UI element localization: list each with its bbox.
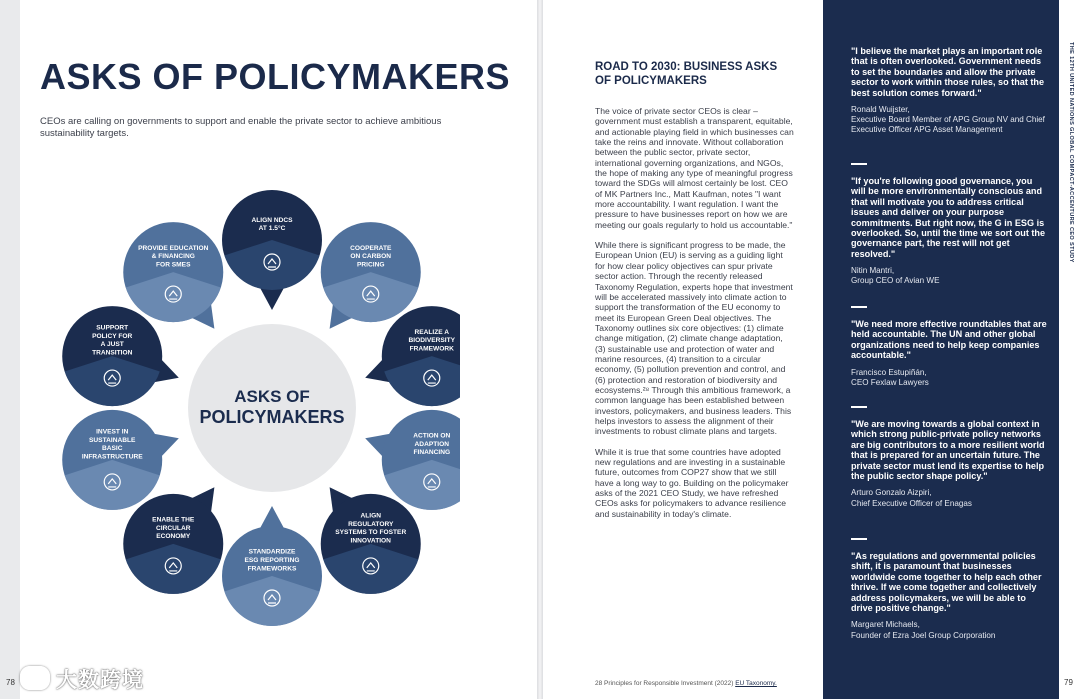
- quote-text: "I believe the market plays an important role that is often overlooked. Government needs to set the boundaries and allow the private sector to work within those rules, so that the best solution comes forward.": [851, 46, 1045, 98]
- page-number-right: 79: [1064, 678, 1073, 687]
- intro-text: CEOs are calling on governments to support and enable the private sector to achieve ambitious sustainability targets.: [40, 116, 442, 139]
- center-title-line: POLICYMAKERS: [199, 407, 345, 427]
- quote-role: CEO Fexlaw Lawyers: [851, 377, 929, 387]
- node-label-line: SUSTAINABLE: [89, 436, 136, 444]
- quote-block: [851, 319, 1047, 388]
- book-gutter: [537, 0, 543, 699]
- node-label-line: ON CARBON: [350, 253, 392, 261]
- node-label-line: INVEST IN: [96, 428, 129, 436]
- running-header-text: THE 12TH UNITED NATIONS GLOBAL COMPACT-ACCENTURE CEO STUDY: [1068, 42, 1074, 263]
- quote-role: Executive Board Member of APG Group NV and Chief Executive Officer APG Asset Management: [851, 115, 1045, 135]
- ask-node-carbon: [321, 222, 421, 329]
- node-label-line: ACTION ON: [413, 432, 451, 440]
- article-paragraph: While there is significant progress to be made, the European Union (EU) is serving as a guiding light for how clear policy objectives can spur private sector action. Through the recently released Taxonomy Regulation, experts hope that investment will be accelerated massively into climate action to support the transformation of the EU economy to meet its European Green Deal objectives. The Taxonomy outlines six core objectives: (1) climate change mitigation, (2) climate change adaptation, (3) sustainable use and protection of water and marine resources, (4) transition to a circular economy, (5) pollution prevention and control, and (6) protection and restoration of biodiversity and ecosystems.²⁸ Through this ambitious framework, a common language has been established between investors, policymakers, and business leaders. This helps investors to assess the alignment of their investments to robust climate plans and targets.: [595, 240, 793, 437]
- footnote-link[interactable]: EU Taxonomy.: [735, 680, 777, 687]
- article-heading: ROAD TO 2030: BUSINESS ASKS OF POLICYMAKERS: [595, 61, 778, 87]
- node-label-line: ADAPTION: [414, 440, 449, 448]
- ask-node-circular: [123, 487, 223, 594]
- node-label-line: ALIGN NDCS: [251, 216, 293, 224]
- quote-text: "We are moving towards a global context in which strong public-private policy networks are big contributors to a more resilient world that is prepared for an uncertain future. The private sector must lend its expertise to help the public sector shape policy.": [851, 419, 1045, 482]
- node-label-line: FRAMEWORKS: [247, 565, 297, 573]
- node-label-line: BASIC: [101, 445, 123, 453]
- quote-author: Nitin Mantri,: [851, 266, 895, 276]
- node-label-line: AT 1.5°C: [258, 225, 286, 233]
- node-label-line: ALIGN: [360, 512, 382, 520]
- ask-node-smes: [123, 222, 223, 329]
- node-label-line: ENABLE THE: [152, 516, 195, 524]
- quote-divider: [851, 406, 867, 408]
- article-paragraph: The voice of private sector CEOs is clear – government must establish a transparent, equitable, and actionable playing field in which businesses can take the reins and innovate. Without collaboration between the public sector, private sector, international governing organizations, and NGOs, the hope of making any type of meaningful progress toward the SDGs will almost certainly be lost. CEO of MK Partners Inc., Matt Kaufman, notes "I want more accountability. I want regulation. I want the pressure to have businesses report on how we are meeting our goals regularly to hold us accountable.": [595, 106, 794, 230]
- watermark: [20, 664, 144, 694]
- footnote: [595, 680, 777, 687]
- center-title-line: ASKS OF: [234, 387, 310, 406]
- node-label-line: & FINANCING: [151, 253, 195, 261]
- quote-text: "As regulations and governmental policies shift, it is paramount that businesses worldwide come together to help each other thrive. If we come together and collectively address policymakers, we will be able to drive positive change.": [851, 551, 1042, 614]
- node-label-line: REGULATORY: [348, 520, 394, 528]
- page-number-left: 78: [6, 678, 15, 687]
- quotes-sidebar: [823, 0, 1059, 699]
- quote-role: Chief Executive Officer of Enagas: [851, 498, 972, 508]
- node-label-line: SYSTEMS TO FOSTER: [335, 529, 407, 537]
- node-label-line: REALIZE A: [414, 328, 450, 336]
- page-title: ASKS OF POLICYMAKERS: [40, 56, 511, 97]
- node-label-line: STANDARDIZE: [248, 548, 296, 556]
- article-paragraph: While it is true that some countries have adopted new regulations and are investing in a sustainable future, outcomes from COP27 show that we still have a long way to go. Building on the policymaker asks of the 2021 CEO Study, we have refreshed CEOs asks for policymakers to advance resilience and sustainability in today's climate.: [595, 446, 789, 519]
- quote-text: "If you're following good governance, you will be more environmentally conscious and that will motivate you to address critical issues and deliver on your purpose commitments. But right now, the G in ESG is overlooked. So, until the time we sort out the governance part, the rest will not get resolved.": [851, 176, 1046, 259]
- watermark-text: 大数跨境: [56, 669, 144, 692]
- quote-block: [851, 419, 1047, 509]
- article-column: [595, 60, 795, 529]
- node-label-line: INNOVATION: [350, 537, 391, 545]
- node-label-line: CIRCULAR: [156, 524, 191, 532]
- node-label-line: ESG REPORTING: [244, 557, 300, 564]
- quote-role: Founder of Ezra Joel Group Corporation: [851, 630, 996, 640]
- quote-author: Francisco Estupiñán,: [851, 367, 927, 377]
- quote-divider: [851, 306, 867, 308]
- quote-block: [851, 46, 1047, 136]
- quote-author: Arturo Gonzalo Aizpiri,: [851, 488, 932, 498]
- node-label-line: POLICY FOR: [92, 332, 133, 340]
- node-label-line: FINANCING: [413, 449, 451, 457]
- node-label-line: BIODIVERSITY: [408, 337, 456, 345]
- quote-divider: [851, 538, 867, 540]
- ask-node-ndcs: [222, 190, 322, 310]
- quote-author: Ronald Wuijster,: [851, 105, 910, 115]
- node-label-line: ECONOMY: [156, 533, 191, 541]
- quote-role: Group CEO of Avian WE: [851, 276, 940, 286]
- running-header: [1060, 0, 1080, 699]
- node-label-line: TRANSITION: [92, 349, 133, 357]
- quote-divider: [851, 163, 867, 165]
- node-label-line: COOPERATE: [350, 244, 392, 252]
- quote-text: "We need more effective roundtables that are held accountable. The UN and other global organizations need to help keep companies accountable.": [851, 319, 1047, 361]
- node-label-line: A JUST: [100, 341, 124, 349]
- footnote-text: 28 Principles for Responsible Investment (2022): [595, 680, 736, 687]
- node-label-line: FRAMEWORK: [409, 345, 454, 353]
- watermark-logo-icon: [20, 666, 50, 690]
- quote-block: [851, 176, 1047, 287]
- quote-block: [851, 551, 1047, 641]
- node-label-line: PROVIDE EDUCATION: [138, 244, 209, 252]
- node-label-line: PRICING: [357, 261, 385, 269]
- quote-author: Margaret Michaels,: [851, 620, 920, 630]
- node-label-line: INFRASTRUCTURE: [81, 453, 143, 461]
- node-label-line: SUPPORT: [96, 324, 129, 332]
- asks-diagram: [40, 150, 460, 630]
- node-label-line: FOR SMES: [156, 261, 191, 269]
